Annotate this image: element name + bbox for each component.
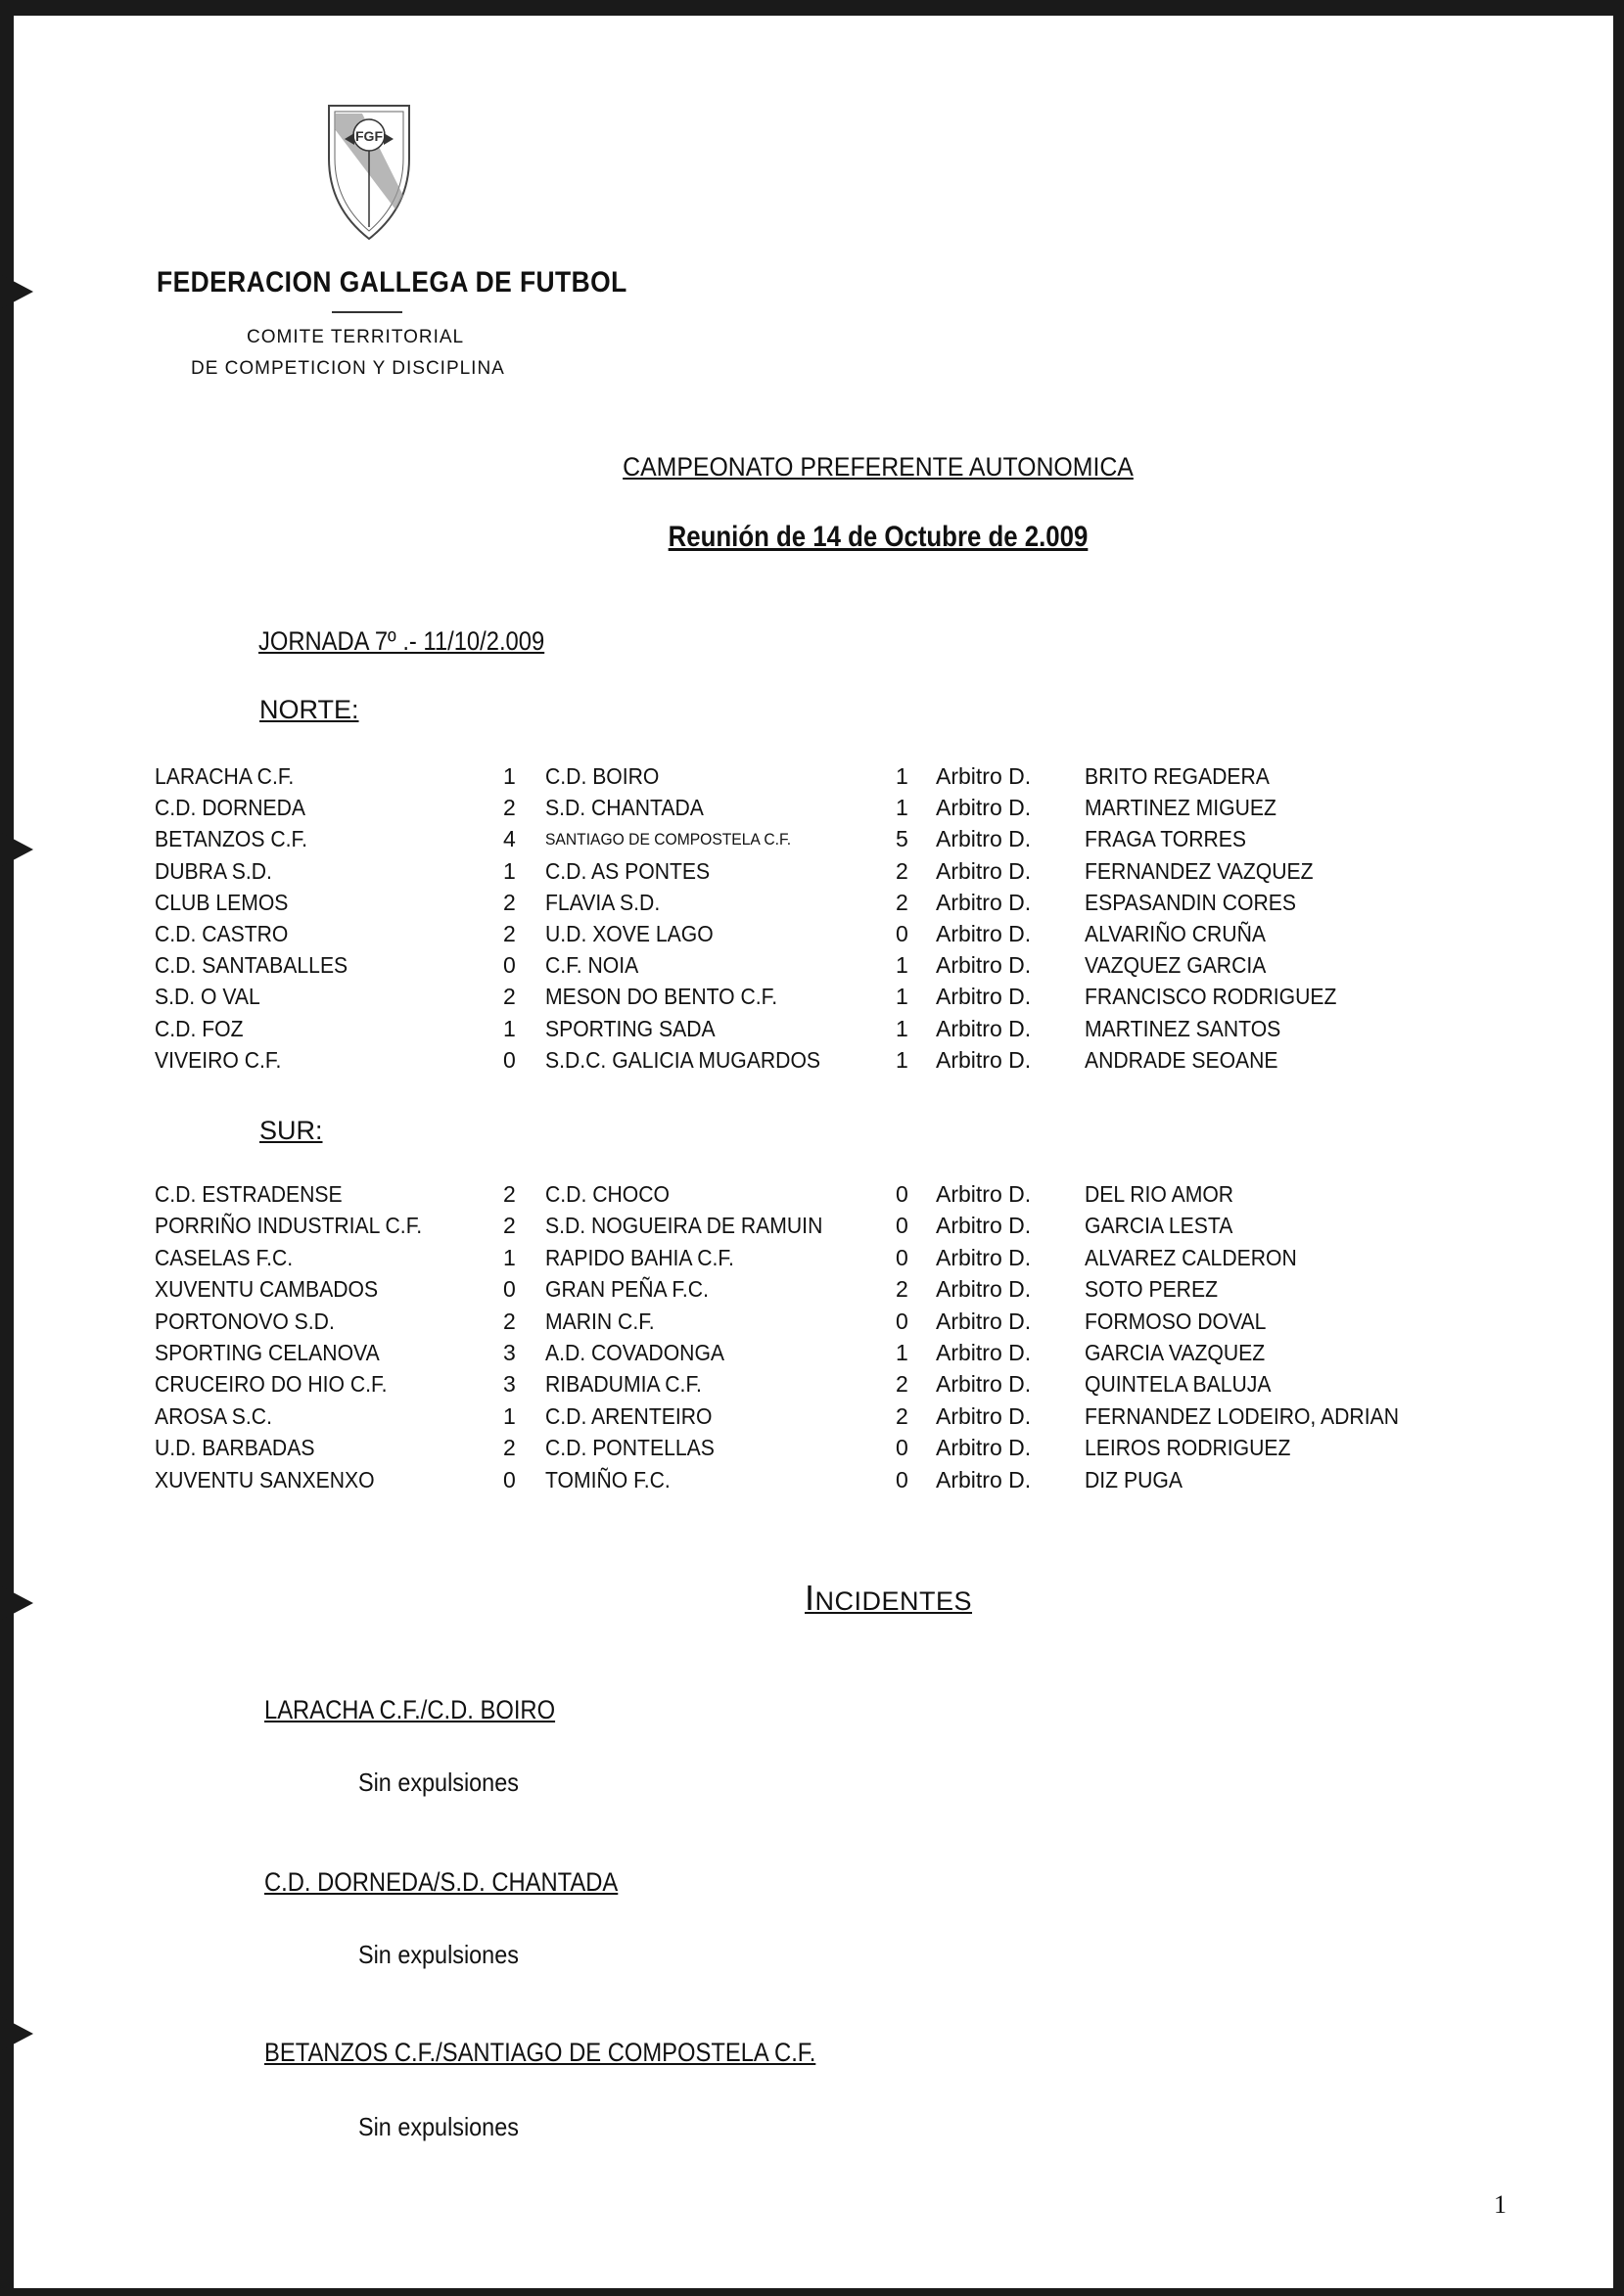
incident-match-title: BETANZOS C.F./SANTIAGO DE COMPOSTELA C.F. [264, 2038, 816, 2067]
home-team: PORTONOVO S.D. [155, 1308, 335, 1334]
document-page [14, 16, 1613, 2288]
home-score: 0 [503, 1276, 516, 1303]
home-score: 2 [503, 921, 516, 946]
away-team: RIBADUMIA C.F. [545, 1371, 702, 1398]
home-score: 4 [503, 826, 516, 852]
incidentes-heading [805, 1578, 972, 1619]
away-score: 0 [896, 921, 908, 946]
away-team: C.D. ARENTEIRO [545, 1402, 713, 1429]
home-score: 0 [503, 1046, 516, 1073]
referee-label: Arbitro D. [936, 1015, 1032, 1041]
referee-label: Arbitro D. [936, 889, 1032, 915]
away-score: 1 [896, 952, 908, 979]
home-team: CASELAS F.C. [155, 1244, 294, 1270]
home-score: 2 [503, 795, 516, 821]
referee-label: Arbitro D. [936, 952, 1032, 979]
away-team: TOMIÑO F.C. [545, 1466, 671, 1492]
referee-name: SOTO PEREZ [1085, 1276, 1219, 1303]
championship-title: CAMPEONATO PREFERENTE AUTONOMICA [623, 452, 1134, 482]
home-team: CRUCEIRO DO HIO C.F. [155, 1371, 388, 1398]
away-score: 1 [896, 1340, 908, 1365]
referee-name: GARCIA VAZQUEZ [1085, 1340, 1266, 1365]
home-team: XUVENTU SANXENXO [155, 1466, 375, 1492]
referee-name: ESPASANDIN CORES [1085, 889, 1296, 915]
home-score: 1 [503, 1244, 516, 1270]
home-score: 1 [503, 1015, 516, 1041]
referee-label: Arbitro D. [936, 763, 1032, 789]
away-team: FLAVIA S.D. [545, 889, 661, 915]
home-score: 3 [503, 1340, 516, 1365]
home-team: U.D. BARBADAS [155, 1435, 315, 1461]
away-score: 0 [896, 1213, 908, 1239]
federation-crest-logo [325, 100, 413, 243]
referee-label: Arbitro D. [936, 1435, 1032, 1461]
home-score: 0 [503, 1466, 516, 1492]
incident-match-title: LARACHA C.F./C.D. BOIRO [264, 1695, 556, 1724]
home-team: AROSA S.C. [155, 1402, 272, 1429]
home-team: C.D. FOZ [155, 1015, 244, 1041]
home-team: CLUB LEMOS [155, 889, 289, 915]
away-score: 0 [896, 1435, 908, 1461]
away-team: S.D. NOGUEIRA DE RAMUIN [545, 1213, 823, 1239]
away-score: 1 [896, 763, 908, 789]
away-score: 2 [896, 1402, 908, 1429]
away-team: C.D. PONTELLAS [545, 1435, 715, 1461]
referee-name: ANDRADE SEOANE [1085, 1046, 1278, 1073]
referee-name: FRAGA TORRES [1085, 826, 1247, 852]
home-score: 1 [503, 857, 516, 884]
referee-name: FRANCISCO RODRIGUEZ [1085, 984, 1337, 1010]
away-score: 1 [896, 1015, 908, 1041]
away-score: 1 [896, 1046, 908, 1073]
meeting-title: Reunión de 14 de Octubre de 2.009 [668, 521, 1089, 553]
away-team: SANTIAGO DE COMPOSTELA C.F. [545, 830, 792, 850]
referee-name: GARCIA LESTA [1085, 1213, 1233, 1239]
away-team: S.D.C. GALICIA MUGARDOS [545, 1046, 821, 1073]
referee-name: MARTINEZ MIGUEZ [1085, 795, 1276, 821]
referee-label: Arbitro D. [936, 1371, 1032, 1398]
home-score: 1 [503, 763, 516, 789]
referee-name: ALVAREZ CALDERON [1085, 1244, 1297, 1270]
referee-name: QUINTELA BALUJA [1085, 1371, 1272, 1398]
away-score: 2 [896, 889, 908, 915]
committee-line-1: COMITE TERRITORIAL [247, 327, 465, 347]
home-team: DUBRA S.D. [155, 857, 272, 884]
referee-label: Arbitro D. [936, 1308, 1032, 1334]
home-score: 2 [503, 1308, 516, 1334]
away-score: 2 [896, 1371, 908, 1398]
home-team: XUVENTU CAMBADOS [155, 1276, 379, 1303]
away-team: A.D. COVADONGA [545, 1340, 725, 1365]
referee-name: ALVARIÑO CRUÑA [1085, 921, 1266, 946]
referee-label: Arbitro D. [936, 1466, 1032, 1492]
home-score: 2 [503, 984, 516, 1010]
referee-label: Arbitro D. [936, 1181, 1032, 1207]
incident-match-title: C.D. DORNEDA/S.D. CHANTADA [264, 1867, 619, 1897]
home-team: C.D. CASTRO [155, 921, 289, 946]
away-team: U.D. XOVE LAGO [545, 921, 714, 946]
home-team: C.D. ESTRADENSE [155, 1181, 343, 1207]
jornada-heading: JORNADA 7º .- 11/10/2.009 [258, 626, 545, 656]
page-number: 1 [1494, 2190, 1507, 2219]
home-score: 3 [503, 1371, 516, 1398]
home-team: SPORTING CELANOVA [155, 1340, 380, 1365]
federation-name: FEDERACION GALLEGA DE FUTBOL [157, 266, 627, 298]
referee-label: Arbitro D. [936, 1213, 1032, 1239]
torn-edge [0, 274, 33, 309]
away-team: C.F. NOIA [545, 952, 639, 979]
torn-edge [0, 1585, 33, 1621]
svg-text:FGF: FGF [355, 128, 383, 144]
referee-name: FORMOSO DOVAL [1085, 1308, 1267, 1334]
away-score: 2 [896, 857, 908, 884]
torn-edge [0, 2016, 33, 2051]
referee-name: VAZQUEZ GARCIA [1085, 952, 1267, 979]
referee-label: Arbitro D. [936, 1402, 1032, 1429]
section-norte-heading: NORTE: [259, 695, 359, 724]
referee-name: MARTINEZ SANTOS [1085, 1015, 1281, 1041]
home-team: S.D. O VAL [155, 984, 260, 1010]
home-score: 0 [503, 952, 516, 979]
away-score: 0 [896, 1466, 908, 1492]
away-team: S.D. CHANTADA [545, 795, 704, 821]
home-score: 2 [503, 1181, 516, 1207]
away-team: SPORTING SADA [545, 1015, 716, 1041]
incidentes-initial: I [805, 1578, 815, 1618]
referee-label: Arbitro D. [936, 1276, 1032, 1303]
away-team: C.D. BOIRO [545, 763, 660, 789]
referee-name: DEL RIO AMOR [1085, 1181, 1234, 1207]
away-team: RAPIDO BAHIA C.F. [545, 1244, 734, 1270]
referee-label: Arbitro D. [936, 857, 1032, 884]
referee-label: Arbitro D. [936, 921, 1032, 946]
home-team: BETANZOS C.F. [155, 826, 307, 852]
away-team: GRAN PEÑA F.C. [545, 1276, 709, 1303]
away-score: 0 [896, 1308, 908, 1334]
torn-edge [0, 832, 33, 867]
home-score: 2 [503, 1435, 516, 1461]
committee-line-2: DE COMPETICION Y DISCIPLINA [191, 358, 505, 379]
section-sur-heading: SUR: [259, 1116, 323, 1145]
referee-name: FERNANDEZ VAZQUEZ [1085, 857, 1314, 884]
home-team: VIVEIRO C.F. [155, 1046, 282, 1073]
header-divider [332, 311, 402, 313]
home-team: LARACHA C.F. [155, 763, 295, 789]
incident-text: Sin expulsiones [358, 2112, 519, 2141]
away-score: 0 [896, 1244, 908, 1270]
away-score: 2 [896, 1276, 908, 1303]
home-score: 1 [503, 1402, 516, 1429]
referee-label: Arbitro D. [936, 1046, 1032, 1073]
home-team: PORRIÑO INDUSTRIAL C.F. [155, 1213, 423, 1239]
home-team: C.D. DORNEDA [155, 795, 306, 821]
referee-name: FERNANDEZ LODEIRO, ADRIAN [1085, 1402, 1399, 1429]
away-score: 5 [896, 826, 908, 852]
referee-label: Arbitro D. [936, 795, 1032, 821]
incidentes-rest: NCIDENTES [814, 1586, 973, 1616]
away-score: 1 [896, 984, 908, 1010]
referee-label: Arbitro D. [936, 1340, 1032, 1365]
away-team: C.D. AS PONTES [545, 857, 711, 884]
referee-name: LEIROS RODRIGUEZ [1085, 1435, 1291, 1461]
away-team: MARIN C.F. [545, 1308, 655, 1334]
home-team: C.D. SANTABALLES [155, 952, 348, 979]
home-score: 2 [503, 889, 516, 915]
away-team: C.D. CHOCO [545, 1181, 670, 1207]
incident-text: Sin expulsiones [358, 1768, 519, 1797]
away-score: 0 [896, 1181, 908, 1207]
away-score: 1 [896, 795, 908, 821]
incident-text: Sin expulsiones [358, 1940, 519, 1969]
referee-name: DIZ PUGA [1085, 1466, 1183, 1492]
away-team: MESON DO BENTO C.F. [545, 984, 778, 1010]
home-score: 2 [503, 1213, 516, 1239]
referee-name: BRITO REGADERA [1085, 763, 1270, 789]
referee-label: Arbitro D. [936, 984, 1032, 1010]
referee-label: Arbitro D. [936, 826, 1032, 852]
referee-label: Arbitro D. [936, 1244, 1032, 1270]
